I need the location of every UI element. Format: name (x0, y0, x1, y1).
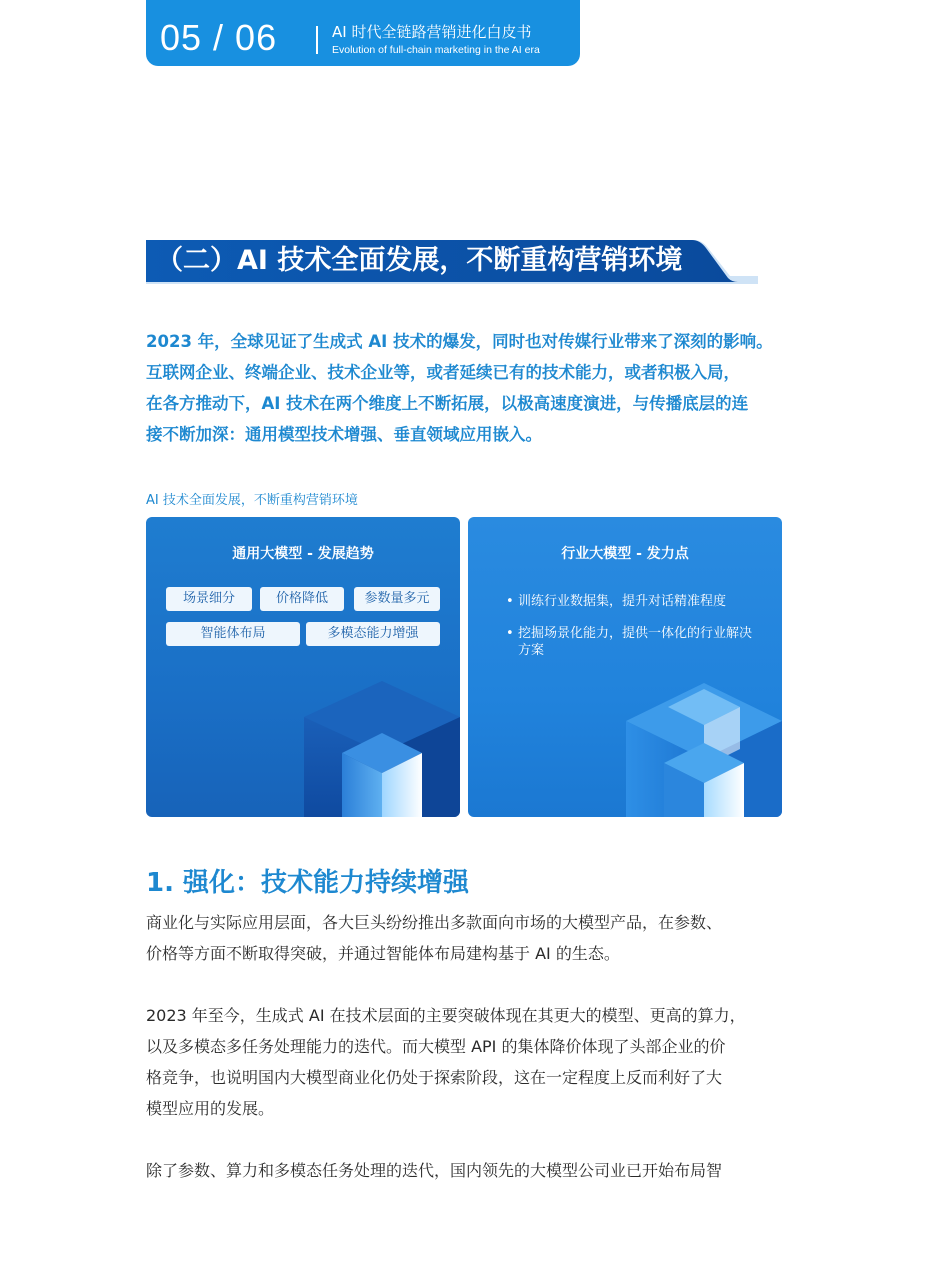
body-line: 价格等方面不断取得突破，并通过智能体布局建构基于 AI 的生态。 (146, 944, 620, 963)
bullet-item: • 训练行业数据集，提升对话精准程度 (506, 593, 758, 610)
chip-price: 价格降低 (260, 587, 344, 611)
body-paragraph-2 (146, 1000, 786, 1124)
intro-line: 互联网企业、终端企业、技术企业等，或者延续已有的技术能力，或者积极入局， (146, 363, 740, 382)
general-model-card (146, 517, 460, 817)
header-divider (316, 26, 318, 54)
body-line: 除了参数、算力和多模态任务处理的迭代，国内领先的大模型公司业已开始布局智 (146, 1161, 723, 1180)
page-header-tab (146, 0, 580, 66)
body-paragraph-1 (146, 907, 786, 969)
header-title-en: Evolution of full-chain marketing in the AI era (332, 44, 540, 56)
body-line: 格竞争，也说明国内大模型商业化仍处于探索阶段，这在一定程度上反而利好了大 (146, 1068, 723, 1087)
bullet-item: • 挖掘场景化能力，提供一体化的行业解决方案 (506, 625, 758, 659)
body-line: 模型应用的发展。 (146, 1099, 275, 1118)
chip-params: 参数量多元 (354, 587, 440, 611)
body-paragraph-3 (146, 1155, 786, 1186)
body-line: 商业化与实际应用层面，各大巨头纷纷推出多款面向市场的大模型产品，在参数、 (146, 913, 723, 932)
header-title-cn: AI 时代全链路营销进化白皮书 (332, 23, 532, 41)
intro-line: 在各方推动下，AI 技术在两个维度上不断拓展，以极高速度演进，与传播底层的连 (146, 394, 749, 413)
industry-model-card (468, 517, 782, 817)
figure-caption: AI 技术全面发展，不断重构营销环境 (146, 493, 358, 508)
industry-bullets (506, 593, 758, 674)
section-heading: （二）AI 技术全面发展，不断重构营销环境 (156, 245, 683, 276)
industry-model-title: 行业大模型 - 发力点 (561, 546, 689, 562)
intro-line: 接不断加深：通用模型技术增强、垂直领域应用嵌入。 (146, 425, 542, 444)
intro-line: 2023 年，全球见证了生成式 AI 技术的爆发，同时也对传媒行业带来了深刻的影响。 (146, 332, 773, 351)
general-model-title: 通用大模型 - 发展趋势 (232, 546, 374, 562)
section-heading-banner (146, 240, 758, 284)
subsection-heading: 1. 强化：技术能力持续增强 (146, 868, 470, 898)
chip-agent: 智能体布局 (166, 622, 300, 646)
chip-multimodal: 多模态能力增强 (306, 622, 440, 646)
intro-paragraph (146, 326, 786, 450)
body-line: 以及多模态多任务处理能力的迭代。而大模型 API 的集体降价体现了头部企业的价 (146, 1037, 726, 1056)
page-number: 05 / 06 (160, 17, 278, 58)
chip-scene: 场景细分 (166, 587, 252, 611)
body-line: 2023 年至今，生成式 AI 在技术层面的主要突破体现在其更大的模型、更高的算力， (146, 1006, 746, 1025)
